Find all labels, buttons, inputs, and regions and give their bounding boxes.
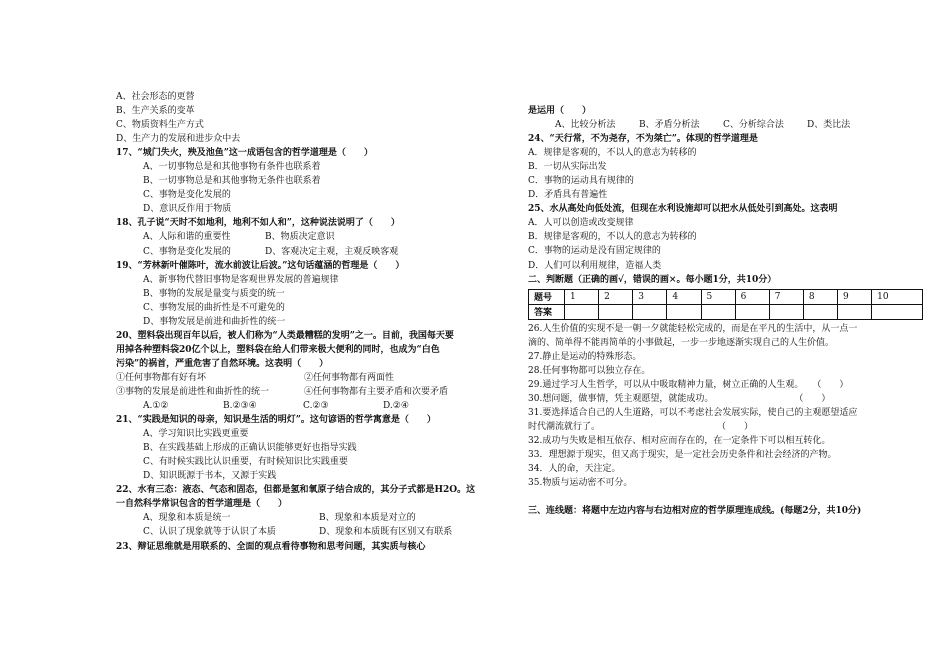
statement-row (116, 371, 511, 385)
question-20-line: 污染”的祸首，严重危害了自然环境。这表明（ ） (116, 358, 329, 369)
answer-cell[interactable] (769, 304, 803, 319)
statement: ③事物的发展是前进性和曲折性的统一 (116, 386, 270, 397)
option: A、比较分析法 (555, 120, 616, 131)
question-20-line: 用掉各种塑料袋20亿个以上，塑料袋在给人们带来极大便利的同时，也成为“白色 (116, 344, 440, 355)
question-18: 18、孔子说“天时不如地利，地利不如人和”，这种说法说明了（ ） (116, 218, 400, 229)
answer-table (528, 289, 923, 320)
option-row (116, 230, 511, 244)
judge-line: 26.人生价值的实现不是一朝一夕就能轻松完成的，而是在平凡的生活中，从一点一 (528, 323, 858, 334)
table-answer-row (529, 304, 923, 319)
judge-line: 32.成功与失败是相互依存、相对应而存在的，在一定条件下可以相互转化。 (528, 435, 831, 446)
statement-row (116, 385, 511, 399)
judge-line: 滴的、简单得不能再简单的小事做起，一步一步地逐渐实现自己的人生价值。 (528, 337, 835, 348)
answer-cell[interactable] (599, 304, 633, 319)
option: B、现象和本质是对立的 (319, 513, 416, 524)
judge-line: 30.想问题，做事情，凭主观愿望，就能成功。 （ ） (528, 393, 831, 404)
answer-cell[interactable] (667, 304, 701, 319)
option-line: C、有时候实践比认识重要，有时候知识比实践重要 (143, 457, 348, 468)
option-line: C、事物发展的曲折性是不可避免的 (143, 302, 285, 313)
judge-line: 27.静止是运动的特殊形态。 (528, 351, 642, 362)
table-header-cell: 5 (701, 289, 735, 304)
option-line: B、在实践基础上形成的正确认识能够更好也指导实践 (143, 443, 357, 454)
option-line: A、学习知识比实践更重要 (143, 429, 249, 440)
judge-line: 29.通过学习人生哲学，可以从中吸取精神力量，树立正确的人生观。 （ ） (528, 379, 849, 390)
question-25: 25、水从高处向低处流，但现在水利设施却可以把水从低处引到高处。这表明 (528, 204, 838, 215)
option-line: D、知识既源于书本，又源于实践 (143, 471, 277, 482)
statement: ②任何事物都有两面性 (304, 372, 395, 383)
option: A、现象和本质是统一 (143, 513, 231, 524)
option: A、人际和谐的重要性 (143, 232, 231, 243)
question-23: 23、辩证思维就是用联系的、全面的观点看待事物和思考问题，其实质与核心 (116, 541, 426, 552)
question-19: 19、“芳林新叶催陈叶，流水前波让后波。”这句话蕴涵的哲理是（ ） (116, 260, 405, 271)
table-header-cell: 2 (599, 289, 633, 304)
table-header-cell: 7 (769, 289, 803, 304)
table-header-cell: 1 (565, 289, 599, 304)
option-row (116, 525, 511, 539)
option-line: D、意识反作用于物质 (143, 204, 232, 215)
option: D、客观决定主观，主观反映客观 (265, 246, 399, 257)
option-line: C、物质资料生产方式 (116, 120, 204, 131)
option-line: D、生产力的发展和进步众中去 (116, 134, 241, 145)
answer-cell[interactable] (872, 304, 923, 319)
answer-cell[interactable] (735, 304, 769, 319)
option-line: B．规律是客观的，不以人的意志为转移的 (528, 232, 697, 243)
option: B、矛盾分析法 (639, 120, 700, 131)
option: B、物质决定意识 (265, 232, 335, 243)
judge-line: 31.要选择适合自己的人生道路，可以不考虑社会发展实际，使自己的主观愿望适应 (528, 407, 858, 418)
option-line: B、一切事物总是和其他事物无条件也联系着 (143, 176, 321, 187)
answer-cell[interactable] (701, 304, 735, 319)
section-2-title: 二、判断题（正确的画√，错误的画×。每小题1分，共10分） (528, 274, 777, 285)
option-line: A、一切事物总是和其他事物有条件也联系着 (143, 162, 321, 173)
judge-line: 28.任何事物都可以独立存在。 (528, 365, 651, 376)
table-answer-label: 答案 (529, 304, 565, 319)
option-line: C．事物的运动是没有固定规律的 (528, 246, 661, 257)
judge-line: 时代潮流就行了。 （ ） (528, 421, 754, 432)
option-row (116, 245, 511, 259)
option: A.①② (143, 401, 169, 412)
table-header-cell: 10 (872, 289, 923, 304)
statement: ①任何事物都有好有坏 (116, 372, 207, 383)
option-line: C、事物是变化发展的 (143, 190, 231, 201)
option-line: A．人可以创造或改变规律 (528, 218, 634, 229)
option: D、现象和本质既有区别又有联系 (319, 527, 453, 538)
table-header-row (529, 289, 923, 304)
option-line: B、事物的发展是量变与质变的统一 (143, 288, 285, 299)
option-line: A、新事物代替旧事物是客观世界发展的普遍规律 (143, 274, 339, 285)
question-23-continued: 是运用（ ） (528, 106, 592, 116)
answer-cell[interactable] (838, 304, 872, 319)
question-22-line: 一自然科学常识包含的哲学道理是（ ） (116, 499, 288, 510)
option-line: B、生产关系的变革 (116, 106, 195, 117)
option: C、认识了现象就等于认识了本质 (143, 527, 276, 538)
question-17: 17、“城门失火，殃及池鱼”这一成语包含的哲学道理是（ ） (116, 148, 373, 159)
option-line: B．一切从实际出发 (528, 162, 607, 173)
spacer (528, 490, 928, 504)
option-row (528, 118, 928, 132)
table-header-cell: 3 (633, 289, 667, 304)
option: C.②③ (303, 401, 329, 412)
table-header-cell: 题号 (529, 289, 565, 304)
left-column (116, 90, 511, 554)
table-header-cell: 6 (735, 289, 769, 304)
judge-line: 34．人的命，天注定。 (528, 464, 621, 475)
question-24: 24、“天行常，不为尧存，不为桀亡”。体现的哲学道理是 (528, 134, 758, 145)
section-3-title: 三、连线题：将题中左边内容与右边相对应的哲学原理连成线。(每题2分，共10分) (528, 506, 862, 517)
option-line: A、社会形态的更替 (116, 92, 195, 102)
option: D.②④ (383, 401, 409, 412)
answer-cell[interactable] (633, 304, 667, 319)
option-line: D．矛盾具有普遍性 (528, 190, 608, 201)
option-row (116, 511, 511, 525)
answer-cell[interactable] (565, 304, 599, 319)
option-line: D、事物发展是前进和曲折性的统一 (143, 316, 286, 327)
table-header-cell: 8 (803, 289, 837, 304)
right-column (528, 104, 928, 518)
table-header-cell: 4 (667, 289, 701, 304)
option: C、分析综合法 (723, 120, 784, 131)
answer-cell[interactable] (803, 304, 837, 319)
judge-line: 35.物质与运动密不可分。 (528, 478, 633, 489)
option-line: D．人们可以利用规律，造福人类 (528, 260, 662, 271)
question-20-line: 20、塑料袋出现百年以后，被人们称为“人类最糟糕的发明”之一。目前，我国每天要 (116, 330, 454, 341)
option: B.②③④ (223, 401, 257, 412)
question-22-line: 22、水有三态：液态、气态和固态，但都是氢和氧原子结合成的，其分子式都是H2O。这 (116, 485, 476, 496)
option-row (116, 399, 511, 413)
option: D、类比法 (807, 120, 851, 131)
option-line: A．规律是客观的，不以人的意志为转移的 (528, 148, 697, 159)
table-header-cell: 9 (838, 289, 872, 304)
question-21: 21、“实践是知识的母亲，知识是生活的明灯”。这句谚语的哲学寓意是（ ） (116, 415, 436, 426)
statement: ④任何事物都有主要矛盾和次要矛盾 (304, 386, 449, 397)
option: C、事物是变化发展的 (143, 246, 231, 257)
judge-line: 33．理想源于现实，但又高于现实，是一定社会历史条件和社会经济的产物。 (528, 450, 837, 461)
option-line: C．事物的运动具有规律的 (528, 176, 634, 187)
